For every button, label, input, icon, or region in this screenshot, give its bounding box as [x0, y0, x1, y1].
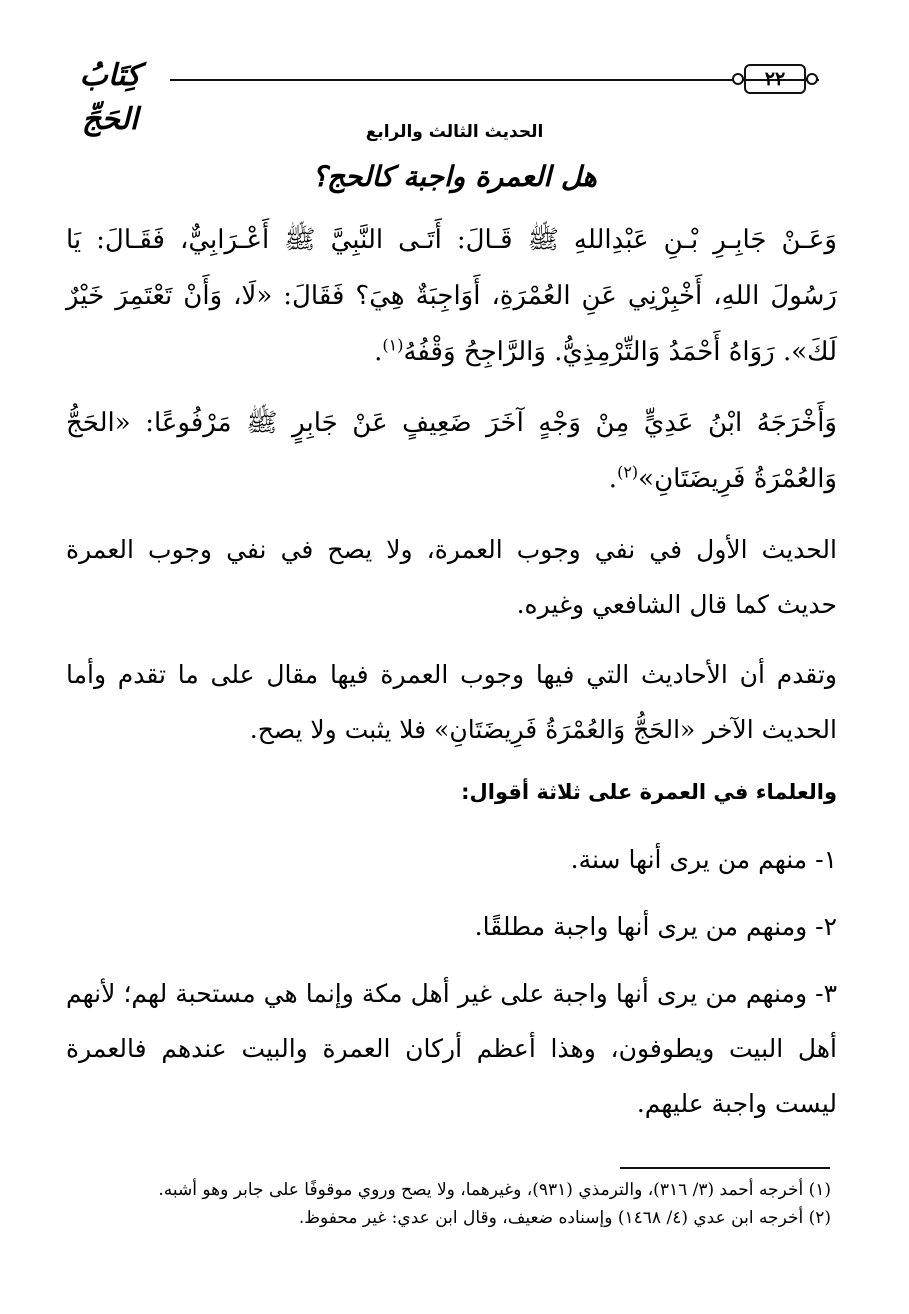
- footnote-rule: [620, 1167, 830, 1169]
- hadith-paragraph-2: وَأَخْرَجَهُ ابْنُ عَدِيٍّ مِنْ وَجْهٍ آخَرَ ضَعِيفٍ عَنْ جَابِرٍ ﷺ مَرْفُوعًا: «الحَجُّ وَالعُمْرَةُ فَرِيضَتَانِ»$^{(٢)}$.: [66, 408, 837, 494]
- commentary-paragraph-2: وتقدم أن الأحاديث التي فيها وجوب العمرة فيها مقال على ما تقدم وأما الحديث الآخر «الحَجُّ وَالعُمْرَةُ فَرِيضَتَانِ» فلا يثبت ولا يصح.: [66, 660, 837, 744]
- header-rule: [170, 79, 819, 81]
- hadith-text-1: وَعَـنْ جَابِـرِ بْـنِ عَبْدِاللهِ ﷺ قَـالَ: أَتَـى النَّبِيَّ ﷺ أَعْـرَابِيٌّ، فَقَـالَ: يَا رَسُولَ اللهِ، أَخْبِرْنِي عَنِ العُمْرَةِ، أَوَاجِبَةٌ هِيَ؟ فَقَالَ: «لَا، وَأَنْ تَعْتَمِرَ خَيْرٌ لَكَ». رَوَاهُ أَحْمَدُ وَالتِّرْمِذِيُّ. وَالرَّاجِحُ وَقْفُهُ: [66, 225, 837, 367]
- footnote-ref-1: (١): [382, 335, 404, 355]
- commentary-paragraph-1: الحديث الأول في نفي وجوب العمرة، ولا يصح في نفي وجوب العمرة حديث كما قال الشافعي وغيره.: [66, 535, 837, 619]
- footnote-2: (٢) أخرجه ابن عدي (٤/ ١٤٦٨) وإسناده ضعيف، وقال ابن عدي: غير محفوظ.: [298, 1208, 831, 1228]
- page-number: ٢٢: [764, 68, 786, 90]
- hadith-text-2: وَأَخْرَجَهُ ابْنُ عَدِيٍّ مِنْ وَجْهٍ آخَرَ ضَعِيفٍ عَنْ جَابِرٍ ﷺ مَرْفُوعًا: «الحَجُّ وَالعُمْرَةُ فَرِيضَتَانِ»: [66, 408, 837, 494]
- section-title: هل العمرة واجبة كالحج؟: [312, 160, 597, 193]
- opinion-item-3: ٣- ومنهم من يرى أنها واجبة على غير أهل مكة وإنما هي مستحبة لهم؛ لأنهم أهل البيت ويطوفون، وهذا أعظم أركان العمرة والبيت عندهم فالعمرة ليست واجبة عليهم.: [66, 979, 837, 1118]
- page-number-frame: [744, 64, 806, 94]
- footnote-1: (١) أخرجه أحمد (٣/ ٣١٦)، والترمذي (٩٣١)، وغيرهما، ولا يصح وروي موقوفًا على جابر وهو أشبه.: [158, 1180, 831, 1200]
- hadith-paragraph-1: وَعَـنْ جَابِـرِ بْـنِ عَبْدِاللهِ ﷺ قَـالَ: أَتَـى النَّبِيَّ ﷺ أَعْـرَابِيٌّ، فَقَـالَ: يَا رَسُولَ اللهِ، أَخْبِرْنِي عَنِ العُمْرَةِ، أَوَاجِبَةٌ هِيَ؟ فَقَالَ: «لَا، وَأَنْ تَعْتَمِرَ خَيْرٌ لَكَ». رَوَاهُ أَحْمَدُ وَالتِّرْمِذِيُّ. وَالرَّاجِحُ وَقْفُهُ$^{(١)}$.: [66, 225, 837, 367]
- opinion-item-2: ٢- ومنهم من يرى أنها واجبة مطلقًا.: [474, 912, 837, 941]
- opinion-item-1: ١- منهم من يرى أنها سنة.: [570, 845, 837, 874]
- section-label: الحديث الثالث والرابع: [365, 122, 544, 142]
- running-title: كِتَابُ الحَجِّ: [79, 58, 141, 137]
- opinions-heading: والعلماء في العمرة على ثلاثة أقوال:: [461, 780, 837, 804]
- main-text: [66, 212, 837, 1143]
- footnotes: [70, 1176, 831, 1232]
- footnote-ref-2: (٢): [617, 462, 639, 482]
- page-number-badge: [730, 64, 820, 94]
